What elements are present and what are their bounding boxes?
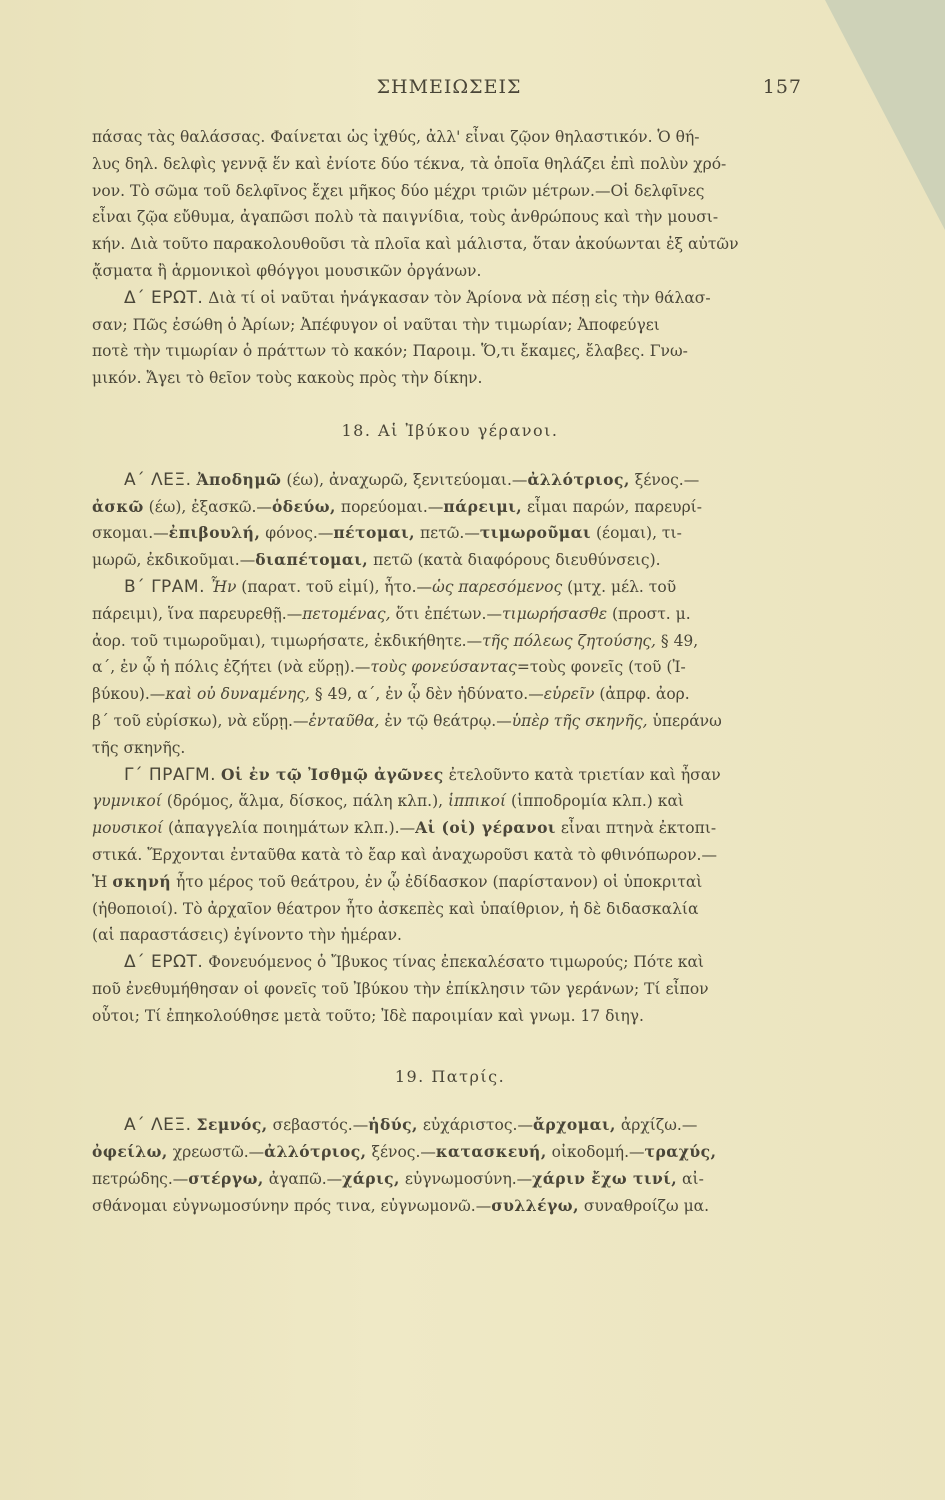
text-run: τῆς σκηνῆς. — [92, 738, 186, 757]
text-run: Ἡ — [92, 872, 113, 891]
bold-term: Οἱ ἐν τῷ Ἰσθμῷ ἀγῶνες — [221, 764, 444, 784]
grammar-paragraph — [92, 574, 808, 762]
text-run: ἀγαπῶ.— — [263, 1169, 343, 1188]
text-run: βύκου).— — [92, 685, 166, 704]
page-number: 157 — [762, 76, 802, 98]
text-run: (προστ. μ. — [607, 604, 691, 623]
text-run: ξένος.— — [629, 470, 700, 489]
text-line — [92, 547, 808, 574]
text-line — [92, 708, 808, 735]
bold-term: Ἀποδημῶ — [196, 469, 282, 489]
text-run: μωρῶ, ἐκδικοῦμαι.— — [92, 551, 256, 570]
bold-term: τραχύς, — [644, 1142, 717, 1162]
text-line — [92, 842, 808, 869]
italic-term: μουσικοί — [92, 819, 164, 838]
text-run: ἐτελοῦντο κατὰ τριετίαν καὶ ἦσαν — [443, 765, 721, 784]
text-run: (ἀπρφ. ἀορ. — [594, 685, 690, 704]
text-line — [92, 896, 808, 923]
bold-term: συλλέγω, — [491, 1195, 579, 1215]
text-run: φόνος.— — [260, 524, 334, 543]
continued-paragraph — [92, 124, 808, 285]
text-line — [92, 494, 808, 521]
section-title-18: 18. Αἱ Ἰβύκου γέρανοι. — [341, 420, 559, 440]
text-run: πορεύομαι.— — [335, 497, 444, 516]
bold-term: ἐπιβουλή, — [168, 523, 261, 543]
text-line: ᾄσματα ἢ ἁρμονικοὶ φθόγγοι μουσικῶν ὀργάνων. — [92, 261, 482, 280]
text-run: ἀρχίζω.— — [615, 1116, 698, 1135]
vocabulary-paragraph-2 — [92, 1112, 808, 1219]
facts-paragraph — [92, 762, 808, 950]
bold-term: σκηνή — [112, 871, 172, 891]
text-run: σκομαι.— — [92, 524, 169, 543]
text-run: (μτχ. μέλ. τοῦ — [562, 577, 677, 596]
text-line: νον. Τὸ σῶμα τοῦ δελφῖνος ἔχει μῆκος δύο μέχρι τριῶν μέτρων.—Οἱ δελφῖνες — [92, 181, 705, 200]
questions-paragraph-2 — [92, 949, 808, 1029]
bold-term: πάρειμι, — [443, 496, 523, 516]
text-run: χρεωστῶ.— — [167, 1143, 265, 1162]
bold-term: Σεμνός, — [196, 1115, 268, 1135]
bold-term: χάρις, — [342, 1168, 400, 1188]
text-run: (έω), ἐξασκῶ.— — [143, 497, 272, 516]
bold-term: ἀσκῶ — [92, 496, 144, 516]
text-line — [92, 1193, 808, 1220]
text-line: πάσας τὰς θαλάσσας. Φαίνεται ὡς ἰχθύς, ἀλλ' εἶναι ζῷον θηλαστικόν. Ὁ θή- — [92, 128, 700, 146]
text-line: ποῦ ἐνεθυμήθησαν οἱ φονεῖς τοῦ Ἰβύκου τὴν ἐπίκλησιν τῶν γεράνων; Τί εἶπον — [92, 979, 709, 998]
text-line: εἶναι ζῷα εὔθυμα, ἀγαπῶσι πολὺ τὰ παιγνίδια, τοὺς ἀνθρώπους καὶ τὴν μουσι- — [92, 208, 719, 227]
text-line — [92, 949, 808, 976]
italic-term: τοὺς φονεύσαντας — [370, 658, 517, 677]
italic-term: ἱππικοί — [447, 792, 507, 811]
italic-term: καὶ οὐ δυναμένης, — [165, 685, 310, 704]
text-run: Φονευόμενος ὁ Ἴβυκος τίνας ἐπεκαλέσατο τιμωρούς; Πότε καὶ — [203, 953, 704, 972]
questions-label: Δ΄ ΕΡΩΤ. — [124, 952, 204, 973]
text-run: (αἱ παραστάσεις) ἐγίνοντο τὴν ἡμέραν. — [92, 926, 402, 945]
text-run: (έω), ἀναχωρῶ, ξενιτεύομαι.— — [281, 470, 528, 489]
text-line — [92, 815, 808, 842]
text-line — [92, 869, 808, 896]
text-run: πετῶ (κατὰ διαφόρους διευθύνσεις). — [368, 551, 661, 570]
italic-term: τῆς πόλεως ζητούσης, — [482, 631, 656, 650]
text-run: ἐν τῷ θεάτρῳ.— — [379, 711, 512, 730]
text-run: σεβαστός.— — [267, 1116, 369, 1135]
text-run: (ἱπποδρομία κλπ.) καὶ — [506, 792, 685, 811]
text-run: α΄, ἐν ᾧ ἡ πόλις ἐζήτει (νὰ εὕρῃ).— — [92, 658, 371, 677]
text-run: πετῶ.— — [415, 524, 480, 543]
section-title-19: 19. Πατρίς. — [394, 1066, 506, 1086]
bold-term: στέργω, — [188, 1168, 264, 1188]
bold-term: ἄρχομαι, — [532, 1115, 616, 1135]
questions-paragraph — [92, 285, 808, 392]
text-line — [92, 762, 808, 789]
bold-term: κατασκευή, — [435, 1142, 547, 1162]
italic-term: ἐνταῦθα, — [308, 711, 380, 730]
text-run: εἶναι πτηνὰ ἐκτοπι- — [555, 819, 717, 838]
text-line — [92, 735, 808, 762]
text-line: οὗτοι; Τί ἐπηκολούθησε μετὰ τοῦτο; Ἰδὲ παροιμίαν καὶ γνωμ. 17 διηγ. — [92, 1006, 644, 1025]
text-run: συναθροίζω μα. — [578, 1196, 710, 1215]
text-run: ἦτο μέρος τοῦ θεάτρου, ἐν ᾧ ἐδίδασκον (παρίστανον) οἱ ὑποκριταὶ — [171, 872, 703, 891]
italic-term: τιμωρήσασθε — [501, 604, 608, 623]
italic-term: εὑρεῖν — [543, 685, 595, 704]
bold-term: χάριν ἔχω τινί, — [532, 1168, 678, 1188]
text-line: σαν; Πῶς ἐσώθη ὁ Ἀρίων; Ἀπέφυγον οἱ ναῦται τὴν τιμωρίαν; Ἀποφεύγει — [92, 315, 660, 334]
bold-term: ὀφείλω, — [92, 1142, 168, 1162]
text-line — [92, 285, 808, 312]
bold-term: τιμωροῦμαι — [479, 523, 592, 543]
text-run: εὐγνωμοσύνη.— — [399, 1169, 533, 1188]
bold-term: πέτομαι, — [333, 523, 416, 543]
bold-term: Αἱ (οἱ) γέρανοι — [415, 818, 556, 838]
text-run: ὅτι ἐπέτων.— — [390, 604, 502, 623]
text-run: ὑπεράνω — [647, 711, 722, 730]
facts-label: Γ΄ ΠΡΑΓΜ. — [124, 764, 217, 785]
text-run: (δρόμος, ἅλμα, δίσκος, πάλη κλπ.), — [161, 792, 448, 811]
text-run: (έομαι), τι- — [591, 524, 682, 543]
page-body — [92, 124, 808, 1219]
vocabulary-paragraph — [92, 467, 808, 574]
text-run: στικά. Ἔρχονται ἐνταῦθα κατὰ τὸ ἔαρ καὶ ἀναχωροῦσι κατὰ τὸ φθινόπωρον.— — [92, 845, 717, 864]
text-line — [92, 681, 808, 708]
text-run: ἀορ. τοῦ τιμωροῦμαι), τιμωρήσατε, ἐκδικήθητε.— — [92, 631, 483, 650]
text-run: § 49, — [655, 631, 699, 650]
text-line — [92, 654, 808, 681]
text-run: (ἠθοποιοί). Τὸ ἀρχαῖον θέατρον ἦτο ἀσκεπὲς καὶ ὑπαίθριον, ἡ δὲ διδασκαλία — [92, 899, 699, 918]
running-head — [96, 76, 802, 106]
text-run: (ἀπαγγελία ποιημάτων κλπ.).— — [163, 819, 416, 838]
grammar-label: Β΄ ΓΡΑΜ. — [124, 576, 205, 597]
text-line — [92, 467, 808, 494]
bold-term: ἀλλότριος, — [527, 469, 630, 489]
text-run: =τοὺς φονεῖς (τοῦ (Ἰ- — [516, 658, 686, 677]
text-run: ξένος.— — [366, 1143, 436, 1162]
italic-term: ὡς παρεσόμενος — [432, 577, 563, 596]
text-run: πετρώδης.— — [92, 1169, 189, 1188]
bold-term: ὁδεύω, — [271, 496, 336, 516]
text-line: μικόν. Ἄγει τὸ θεῖον τοὺς κακοὺς πρὸς τὴν δίκην. — [92, 369, 483, 388]
text-run: αἰ- — [677, 1169, 704, 1188]
text-line: λυς δηλ. δελφὶς γεννᾷ ἕν καὶ ἐνίοτε δύο τέκνα, τὰ ὁποῖα θηλάζει ἐπὶ πολὺν χρό- — [92, 154, 727, 173]
text-line — [92, 574, 808, 601]
text-line — [92, 628, 808, 655]
italic-term: γυμνικοί — [92, 792, 162, 811]
bold-term: ἡδύς, — [368, 1115, 418, 1135]
text-line — [92, 1166, 808, 1193]
text-run: § 49, α΄, ἐν ᾧ δὲν ἠδύνατο.— — [309, 685, 544, 704]
running-title: ΣΗΜΕΙΩΣΕΙΣ — [376, 76, 522, 98]
text-line — [92, 601, 808, 628]
bold-term: διαπέτομαι, — [255, 550, 369, 570]
text-line — [92, 520, 808, 547]
text-line: κήν. Διὰ τοῦτο παρακολουθοῦσι τὰ πλοῖα καὶ μάλιστα, ὅταν ἀκούωνται ἐξ αὐτῶν — [92, 235, 739, 254]
italic-term: πετομένας, — [302, 604, 391, 623]
text-line — [92, 1112, 808, 1139]
questions-label: Δ΄ ΕΡΩΤ. — [124, 287, 204, 308]
text-run: πάρειμι), ἵνα παρευρεθῇ.— — [92, 604, 303, 623]
text-run: (παρατ. τοῦ εἰμί), ἦτο.— — [236, 577, 433, 596]
text-run: Διὰ τί οἱ ναῦται ἠνάγκασαν τὸν Ἀρίονα νὰ πέσῃ εἰς τὴν θάλασ- — [203, 288, 711, 307]
text-line — [92, 922, 808, 949]
text-line — [92, 788, 808, 815]
text-run: εὐχάριστος.— — [417, 1116, 533, 1135]
vocabulary-label: Α΄ ΛΕΞ. — [124, 469, 192, 490]
text-line — [92, 1139, 808, 1166]
italic-term: Ἦν — [209, 577, 237, 596]
text-line: ποτὲ τὴν τιμωρίαν ὁ πράττων τὸ κακόν; Παροιμ. Ὅ,τι ἔκαμες, ἔλαβες. Γνω- — [92, 342, 688, 361]
text-run: οἰκοδομή.— — [546, 1143, 645, 1162]
vocabulary-label: Α΄ ΛΕΞ. — [124, 1115, 192, 1136]
text-run: σθάνομαι εὐγνωμοσύνην πρός τινα, εὐγνωμονῶ.— — [92, 1196, 492, 1215]
text-run: β΄ τοῦ εὑρίσκω), νὰ εὕρῃ.— — [92, 711, 309, 730]
page-corner-shadow — [825, 0, 945, 230]
bold-term: ἀλλότριος, — [264, 1142, 367, 1162]
text-run: εἶμαι παρών, παρευρί- — [522, 497, 703, 516]
italic-term: ὑπὲρ τῆς σκηνῆς, — [511, 711, 648, 730]
